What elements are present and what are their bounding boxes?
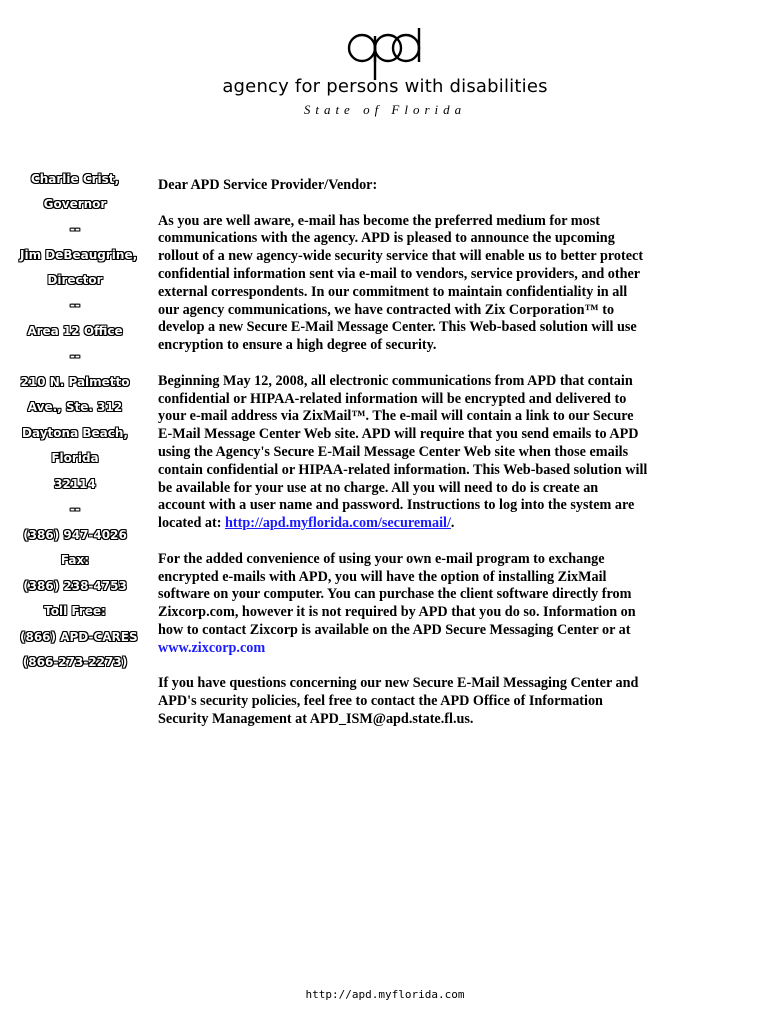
state-line: State of Florida (303, 102, 467, 117)
address-line-2: Ave., Ste. 312 (27, 400, 123, 414)
fax-label: Fax: (60, 553, 90, 567)
address-zip: 32114 (54, 477, 96, 491)
paragraph-1: As you are well aware, e-mail has become the preferred medium for most communications with the agency. APD is pleased to announce the upcoming rollout of a new agency-wide security service that will enable us to better protect confidential information sent via e-mail to vendors, service providers, and other external correspondents. In our commitment to maintain confidentiality in all our agency communications, we have contracted with Zix Corporation™ to develop a new Secure E-Mail Message Center. This Web-based solution will use encryption to ensure a high degree of security. (158, 212, 644, 354)
director-name: Jim DeBeaugrine, (20, 248, 138, 262)
letterhead (0, 0, 770, 130)
salutation: Dear APD Service Provider/Vendor: (158, 177, 378, 193)
separator: -- (70, 349, 80, 363)
phone-number: (386) 947-4026 (23, 528, 127, 542)
address-line-1: 210 N. Palmetto (20, 375, 130, 389)
paragraph-3 (158, 551, 648, 658)
letter-body (158, 177, 648, 747)
separator: -- (70, 298, 80, 312)
paragraph-3-text: For the added convenience of using your own e-mail program to exchange encrypted e-mails with APD, you will have the option of installing ZixMail software on your computer. You can purchase the client software directly from Zixcorp.com, however it is not required by APD that you do so. Information on how to contact Zixcorp is available on the APD Secure Messaging Center or at (158, 550, 636, 638)
paragraph-4: If you have questions concerning our new Secure E-Mail Messaging Center and APD's security policies, feel free to contact the APD Office of Information Security Management at APD_ISM@apd.state.fl.us. (158, 675, 639, 727)
agency-name: agency for persons with disabilities (222, 76, 548, 97)
address-state: Florida (51, 451, 99, 465)
securemail-link[interactable]: http://apd.myflorida.com/securemail/ (224, 515, 451, 532)
paragraph-2 (158, 373, 648, 533)
governor-title: Governor (43, 197, 107, 211)
toll-free-label: Toll Free: (44, 604, 106, 618)
separator: -- (70, 502, 80, 516)
governor-name: Charlie Crist, (30, 172, 120, 186)
apd-logo (340, 26, 430, 82)
footer-url: http://apd.myflorida.com (305, 988, 465, 1001)
paragraph-2-text: Beginning May 12, 2008, all electronic communications from APD that contain confidential or HIPAA-related information will be encrypted and delivered to your e-mail address via ZixMail™. The e-mail will contain a link to our Secure E-Mail Message Center Web site. APD will require that you send emails to APD using the Agency's Secure E-Mail Message Center Web site when those emails contain confidential or HIPAA-related information. This Web-based solution will be available for your use at no charge. All you will need to do is create an account with a user name and password. Instructions to log into the system are located at: (158, 372, 648, 532)
separator: -- (70, 222, 80, 236)
paragraph-2-end: . (450, 515, 455, 532)
zixcorp-link[interactable]: www.zixcorp.com (158, 639, 266, 656)
address-city: Daytona Beach, (22, 426, 128, 440)
fax-number: (386) 238-4753 (23, 579, 127, 593)
toll-free-number: (866) APD-CARES (20, 630, 138, 644)
office-name: Area 12 Office (27, 324, 123, 338)
director-title: Director (47, 273, 103, 287)
toll-free-digits: (866-273-2273) (22, 655, 128, 669)
